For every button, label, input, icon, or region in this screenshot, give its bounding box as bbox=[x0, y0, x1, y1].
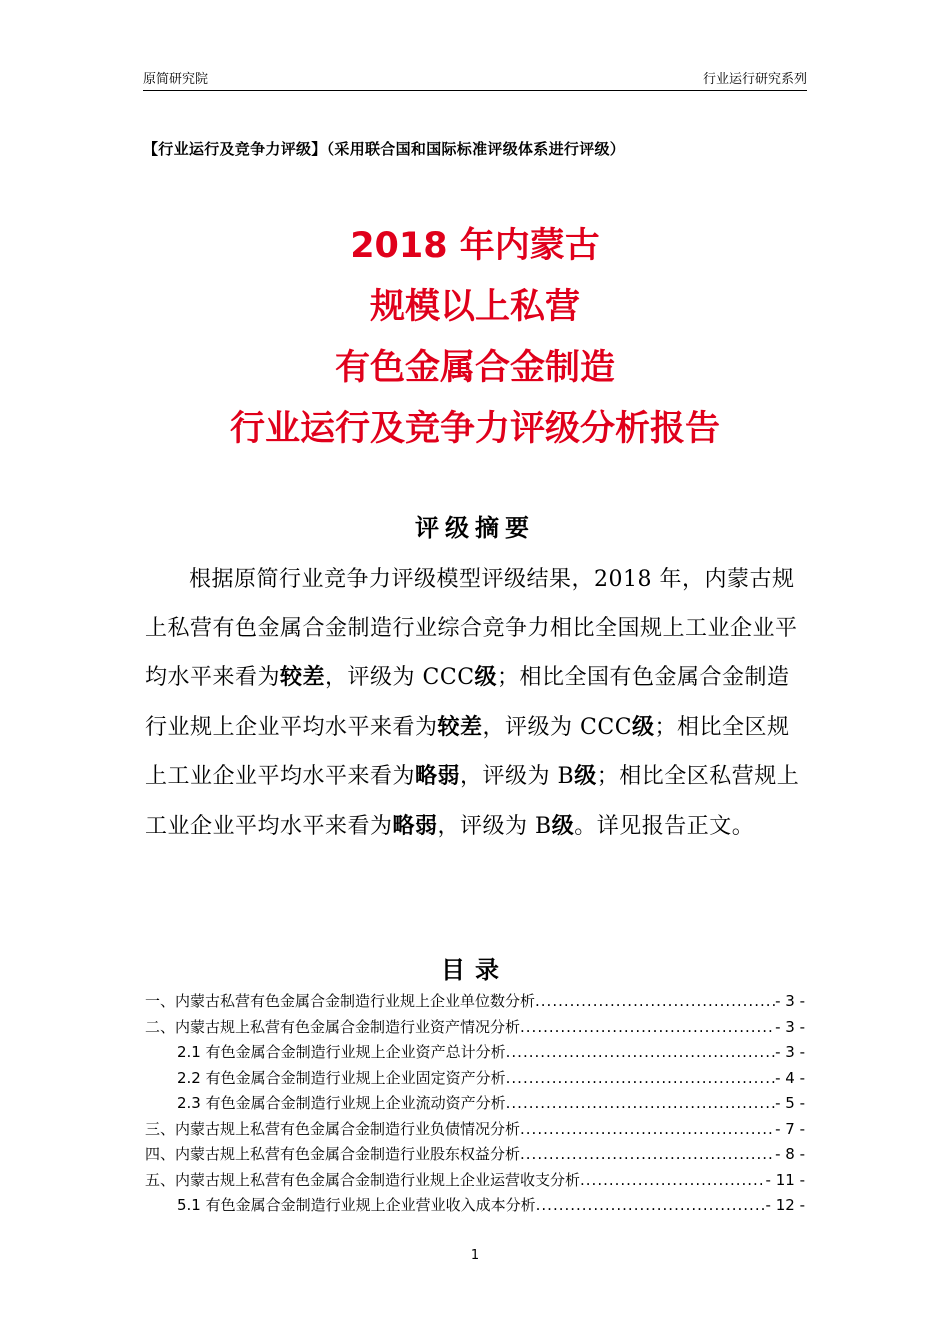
toc-item-page: - 3 - bbox=[775, 992, 805, 1010]
summary-heading: 评级摘要 bbox=[415, 514, 535, 542]
summary-text: 根据原简行业竞争力评级模型评级结果，2018 年，内蒙古规上私营有色金属合金制造行业综合竞争力相比全国规上工业企业平均水平来看为 bbox=[145, 567, 798, 690]
toc-item-title: 一、内蒙古私营有色金属合金制造行业规上企业单位数分析 bbox=[145, 992, 536, 1010]
toc-item[interactable] bbox=[145, 1169, 805, 1195]
toc-leader bbox=[535, 992, 775, 1010]
toc-subitem[interactable] bbox=[145, 1194, 805, 1220]
summary-emphasis: 级 bbox=[632, 713, 655, 740]
summary-text: ；相比全国有色金属合金制造行业规上企业平均水平来看为 bbox=[145, 665, 790, 740]
header-series: 行业运行研究系列 bbox=[702, 72, 807, 87]
toc-heading: 目录 bbox=[441, 956, 509, 984]
toc-item-page: - 4 - bbox=[775, 1068, 805, 1087]
report-title bbox=[100, 216, 850, 460]
summary-text: ，评级为 B bbox=[437, 813, 552, 839]
toc-item-page: - 5 - bbox=[775, 1094, 805, 1112]
toc-item-page: - 8 - bbox=[775, 1145, 805, 1163]
summary-emphasis: 略弱 bbox=[392, 812, 438, 839]
toc-leader bbox=[506, 1069, 775, 1087]
toc-item-title: 五、内蒙古规上私营有色金属合金制造行业规上企业运营收支分析 bbox=[145, 1170, 581, 1189]
page-header bbox=[143, 66, 807, 91]
toc-subitem[interactable] bbox=[145, 1092, 805, 1118]
toc-subitem[interactable] bbox=[145, 1041, 805, 1067]
toc-item-page: - 12 - bbox=[765, 1196, 805, 1214]
summary-emphasis: 级 bbox=[574, 763, 597, 789]
page-number: 1 bbox=[470, 1248, 480, 1263]
toc-item[interactable] bbox=[145, 1143, 805, 1169]
toc-item[interactable] bbox=[145, 1118, 805, 1144]
title-line-1: 2018 年内蒙古 bbox=[350, 226, 600, 266]
toc-item-page: - 3 - bbox=[775, 1043, 805, 1061]
toc-item-page: - 3 - bbox=[775, 1017, 805, 1036]
toc-item[interactable] bbox=[145, 990, 805, 1016]
toc-leader bbox=[506, 1043, 775, 1061]
toc-item[interactable] bbox=[145, 1016, 805, 1042]
toc-item-title: 二、内蒙古规上私营有色金属合金制造行业资产情况分析 bbox=[145, 1017, 521, 1036]
toc-leader bbox=[520, 1145, 775, 1163]
toc-leader bbox=[580, 1171, 766, 1189]
title-line-2: 规模以上私营 bbox=[369, 287, 580, 327]
title-line-4: 行业运行及竞争力评级分析报告 bbox=[229, 409, 720, 449]
summary-emphasis: 较差 bbox=[437, 713, 483, 740]
rating-note: 【行业运行及竞争力评级】（采用联合国和国际标准评级体系进行评级） bbox=[143, 140, 626, 158]
summary-text: 。详见报告正文。 bbox=[574, 813, 755, 839]
toc-leader bbox=[520, 1018, 775, 1036]
toc-item-title: 2.1 有色金属合金制造行业规上企业资产总计分析 bbox=[177, 1043, 506, 1061]
toc-leader bbox=[506, 1094, 775, 1112]
toc-item-page: - 7 - bbox=[775, 1119, 805, 1138]
table-of-contents bbox=[145, 990, 805, 1220]
toc-item-title: 5.1 有色金属合金制造行业规上企业营业收入成本分析 bbox=[177, 1196, 536, 1214]
toc-item-title: 2.2 有色金属合金制造行业规上企业固定资产分析 bbox=[177, 1068, 506, 1087]
toc-item-title: 四、内蒙古规上私营有色金属合金制造行业股东权益分析 bbox=[145, 1145, 521, 1163]
title-line-3: 有色金属合金制造 bbox=[334, 348, 615, 388]
summary-emphasis: 级 bbox=[474, 664, 498, 690]
toc-item-title: 三、内蒙古规上私营有色金属合金制造行业负债情况分析 bbox=[145, 1119, 521, 1138]
summary-emphasis: 略弱 bbox=[415, 763, 461, 789]
toc-item-page: - 11 - bbox=[765, 1170, 805, 1189]
toc-subitem[interactable] bbox=[145, 1067, 805, 1093]
toc-leader bbox=[520, 1120, 775, 1138]
summary-text: ，评级为 B bbox=[460, 764, 575, 789]
summary-text: ；相比全区规上工业企业平均水平来看为 bbox=[145, 714, 790, 789]
summary-text: ，评级为 CCC bbox=[482, 714, 633, 740]
summary-emphasis: 级 bbox=[551, 812, 575, 839]
summary-text: ，评级为 CCC bbox=[325, 665, 475, 690]
toc-item-title: 2.3 有色金属合金制造行业规上企业流动资产分析 bbox=[177, 1094, 506, 1112]
summary-text: ；相比全区私营规上工业企业平均水平来看为 bbox=[145, 764, 800, 839]
header-org: 原简研究院 bbox=[143, 72, 209, 87]
summary-paragraph bbox=[145, 556, 810, 851]
toc-leader bbox=[536, 1196, 766, 1214]
summary-emphasis: 较差 bbox=[280, 664, 326, 690]
